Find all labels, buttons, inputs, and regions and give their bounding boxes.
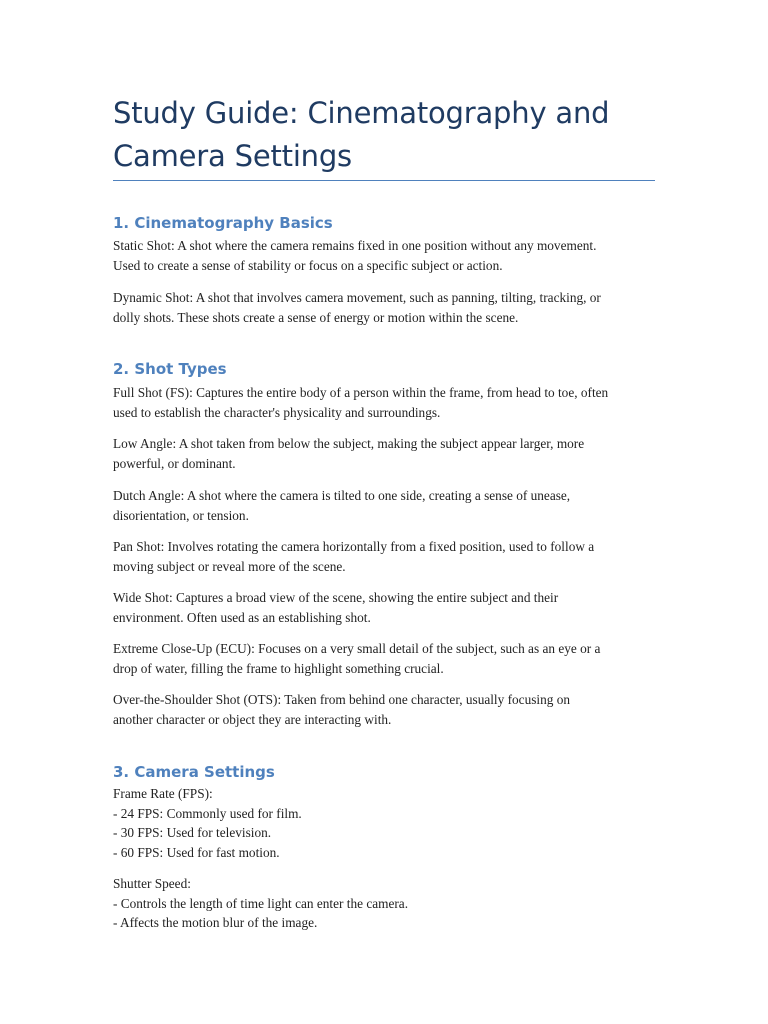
list-item: - 30 FPS: Used for television. (113, 825, 272, 840)
paragraph-shutter-speed (113, 874, 661, 933)
text-line: Static Shot: A shot where the camera remains fixed in one position without any movement. (113, 238, 597, 253)
list-item: - Controls the length of time light can enter the camera. (113, 895, 409, 911)
text-line: Shutter Speed: (113, 876, 191, 891)
text-line: Frame Rate (FPS): (113, 786, 213, 801)
paragraph-extreme-close-up (113, 639, 661, 678)
paragraph-frame-rate (113, 784, 661, 862)
text-line: Extreme Close-Up (ECU): Focuses on a very small detail of the subject, such as an eye or a (113, 641, 601, 656)
text-line: moving subject or reveal more of the scene. (113, 558, 346, 574)
text-line: dolly shots. These shots create a sense of energy or motion within the scene. (113, 309, 519, 325)
text-line: disorientation, or tension. (113, 507, 249, 523)
paragraph-over-the-shoulder (113, 690, 661, 729)
paragraph-wide-shot (113, 588, 661, 627)
paragraph-dynamic-shot (113, 288, 661, 327)
text-line: drop of water, filling the frame to highlight something crucial. (113, 660, 444, 676)
text-line: Low Angle: A shot taken from below the subject, making the subject appear larger, more (113, 436, 585, 451)
section-heading-camera-settings: 3. Camera Settings (113, 763, 275, 781)
text-line: Pan Shot: Involves rotating the camera horizontally from a fixed position, used to follow a (113, 539, 595, 554)
text-line: Wide Shot: Captures a broad view of the scene, showing the entire subject and their (113, 590, 559, 605)
paragraph-full-shot (113, 383, 661, 422)
paragraph-static-shot (113, 236, 661, 275)
text-line: Used to create a sense of stability or focus on a specific subject or action. (113, 257, 503, 273)
section-heading-cinematography-basics: 1. Cinematography Basics (113, 214, 333, 232)
paragraph-dutch-angle (113, 486, 661, 525)
paragraph-pan-shot (113, 537, 661, 576)
list-item: - 24 FPS: Commonly used for film. (113, 805, 302, 821)
page-title (113, 92, 673, 178)
text-line: used to establish the character's physicality and surroundings. (113, 404, 441, 420)
text-line: another character or object they are interacting with. (113, 711, 392, 727)
section-heading-shot-types: 2. Shot Types (113, 360, 227, 378)
title-divider (113, 180, 655, 181)
list-item: - 60 FPS: Used for fast motion. (113, 844, 280, 860)
title-line: Study Guide: Cinematography and (113, 96, 610, 130)
text-line: environment. Often used as an establishing shot. (113, 609, 371, 625)
text-line: Dutch Angle: A shot where the camera is tilted to one side, creating a sense of unease, (113, 488, 571, 503)
text-line: powerful, or dominant. (113, 455, 236, 471)
list-item: - Affects the motion blur of the image. (113, 915, 318, 930)
title-line: Camera Settings (113, 139, 352, 173)
text-line: Dynamic Shot: A shot that involves camera movement, such as panning, tilting, tracking, or (113, 290, 601, 305)
text-line: Over-the-Shoulder Shot (OTS): Taken from behind one character, usually focusing on (113, 692, 571, 707)
text-line: Full Shot (FS): Captures the entire body of a person within the frame, from head to toe, often (113, 385, 609, 400)
paragraph-low-angle (113, 434, 661, 473)
